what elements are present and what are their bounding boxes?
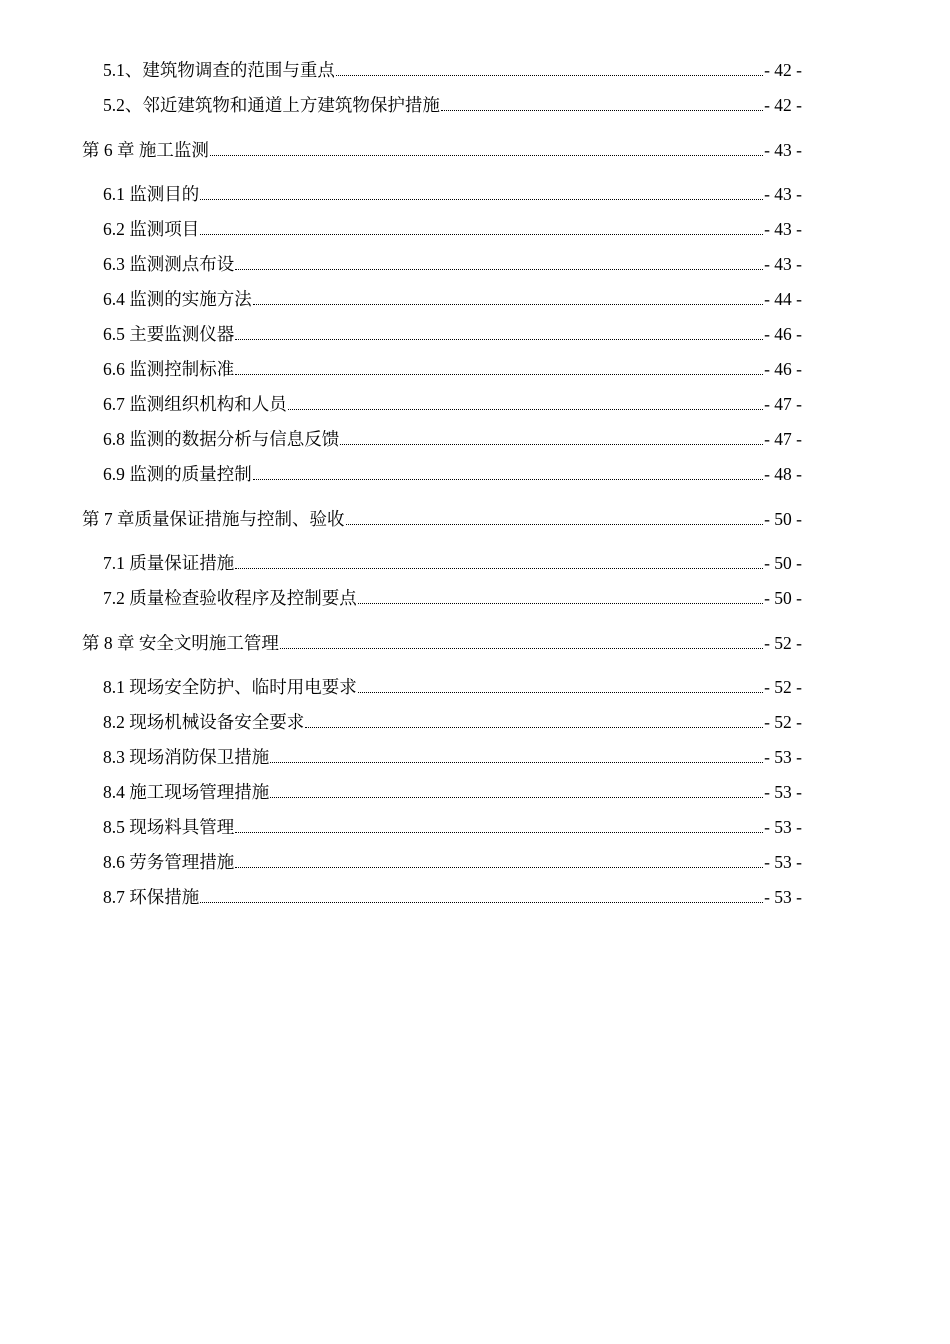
toc-entry-title: 6.7 监测组织机构和人员 xyxy=(103,394,287,414)
toc-dot-leader xyxy=(253,479,763,480)
toc-entry-title: 6.8 监测的数据分析与信息反馈 xyxy=(103,429,340,449)
toc-entry-page: - 52 - xyxy=(764,633,802,653)
toc-entry-page: - 42 - xyxy=(764,60,802,80)
toc-dot-leader xyxy=(270,797,763,798)
toc-entry-title: 6.6 监测控制标准 xyxy=(103,359,235,379)
toc-entry[interactable] xyxy=(103,93,802,117)
toc-dot-leader xyxy=(235,339,763,340)
toc-dot-leader xyxy=(358,692,763,693)
toc-entry-page: - 53 - xyxy=(764,782,802,802)
toc-chapter-entry[interactable] xyxy=(82,631,802,655)
toc-entry[interactable] xyxy=(103,885,802,909)
toc-entry-page: - 53 - xyxy=(764,747,802,767)
toc-entry-title: 6.4 监测的实施方法 xyxy=(103,289,252,309)
toc-entry[interactable] xyxy=(103,357,802,381)
toc-entry-page: - 44 - xyxy=(764,289,802,309)
toc-entry-title: 6.3 监测测点布设 xyxy=(103,254,235,274)
toc-entry[interactable] xyxy=(103,780,802,804)
toc-dot-leader xyxy=(200,902,763,903)
toc-entry-page: - 46 - xyxy=(764,324,802,344)
toc-entry-title: 5.1、建筑物调查的范围与重点 xyxy=(103,60,335,80)
toc-entry-page: - 47 - xyxy=(764,394,802,414)
toc-entry-title: 8.6 劳务管理措施 xyxy=(103,852,235,872)
toc-entry-page: - 47 - xyxy=(764,429,802,449)
toc-entry-page: - 52 - xyxy=(764,712,802,732)
toc-entry-page: - 46 - xyxy=(764,359,802,379)
toc-dot-leader xyxy=(200,234,763,235)
toc-entry-title: 6.5 主要监测仪器 xyxy=(103,324,235,344)
toc-dot-leader xyxy=(235,867,763,868)
toc-dot-leader xyxy=(235,269,763,270)
toc-entry-page: - 43 - xyxy=(764,219,802,239)
toc-entry-title: 7.2 质量检查验收程序及控制要点 xyxy=(103,588,357,608)
toc-entry[interactable] xyxy=(103,745,802,769)
toc-entry-title: 6.2 监测项目 xyxy=(103,219,200,239)
toc-entry-page: - 43 - xyxy=(764,140,802,160)
toc-entry[interactable] xyxy=(103,58,802,82)
toc-entry[interactable] xyxy=(103,252,802,276)
toc-entry[interactable] xyxy=(103,427,802,451)
toc-entry[interactable] xyxy=(103,710,802,734)
toc-entry[interactable] xyxy=(103,462,802,486)
toc-dot-leader xyxy=(441,110,763,111)
toc-entry[interactable] xyxy=(103,815,802,839)
toc-entry[interactable] xyxy=(103,586,802,610)
toc-entry-page: - 53 - xyxy=(764,817,802,837)
toc-entry[interactable] xyxy=(103,850,802,874)
toc-dot-leader xyxy=(358,603,763,604)
toc-entry-title: 第 7 章质量保证措施与控制、验收 xyxy=(82,509,345,529)
toc-entry[interactable] xyxy=(103,217,802,241)
toc-dot-leader xyxy=(305,727,763,728)
toc-entry-page: - 50 - xyxy=(764,509,802,529)
toc-entry-page: - 43 - xyxy=(764,184,802,204)
toc-dot-leader xyxy=(200,199,763,200)
toc-entry-title: 7.1 质量保证措施 xyxy=(103,553,235,573)
toc-dot-leader xyxy=(340,444,763,445)
toc-entry-title: 8.4 施工现场管理措施 xyxy=(103,782,270,802)
toc-entry[interactable] xyxy=(103,287,802,311)
toc-entry-page: - 52 - xyxy=(764,677,802,697)
toc-entry-title: 8.1 现场安全防护、临时用电要求 xyxy=(103,677,357,697)
toc-dot-leader xyxy=(235,832,763,833)
toc-entry-page: - 53 - xyxy=(764,852,802,872)
toc-entry-title: 8.3 现场消防保卫措施 xyxy=(103,747,270,767)
toc-dot-leader xyxy=(270,762,763,763)
toc-entry-page: - 48 - xyxy=(764,464,802,484)
toc-entry-title: 第 6 章 施工监测 xyxy=(82,140,209,160)
toc-dot-leader xyxy=(235,374,763,375)
toc-entry[interactable] xyxy=(103,322,802,346)
toc-entry[interactable] xyxy=(103,675,802,699)
toc-dot-leader xyxy=(288,409,763,410)
toc-entry-title: 8.2 现场机械设备安全要求 xyxy=(103,712,305,732)
toc-entry-title: 8.7 环保措施 xyxy=(103,887,200,907)
toc-dot-leader xyxy=(280,648,763,649)
toc-dot-leader xyxy=(235,568,763,569)
toc-entry[interactable] xyxy=(103,392,802,416)
toc-entry-title: 6.1 监测目的 xyxy=(103,184,200,204)
toc-dot-leader xyxy=(336,75,763,76)
toc-entry-title: 8.5 现场料具管理 xyxy=(103,817,235,837)
toc-entry-page: - 50 - xyxy=(764,553,802,573)
toc-chapter-entry[interactable] xyxy=(82,138,802,162)
toc-entry-page: - 53 - xyxy=(764,887,802,907)
toc-entry-page: - 43 - xyxy=(764,254,802,274)
toc-entry-page: - 42 - xyxy=(764,95,802,115)
toc-entry-page: - 50 - xyxy=(764,588,802,608)
toc-dot-leader xyxy=(253,304,763,305)
toc-entry-title: 6.9 监测的质量控制 xyxy=(103,464,252,484)
toc-dot-leader xyxy=(346,524,764,525)
toc-chapter-entry[interactable] xyxy=(82,507,802,531)
toc-entry[interactable] xyxy=(103,182,802,206)
toc-dot-leader xyxy=(210,155,763,156)
toc-entry-title: 5.2、邻近建筑物和通道上方建筑物保护措施 xyxy=(103,95,440,115)
toc-entry[interactable] xyxy=(103,551,802,575)
toc-entry-title: 第 8 章 安全文明施工管理 xyxy=(82,633,279,653)
